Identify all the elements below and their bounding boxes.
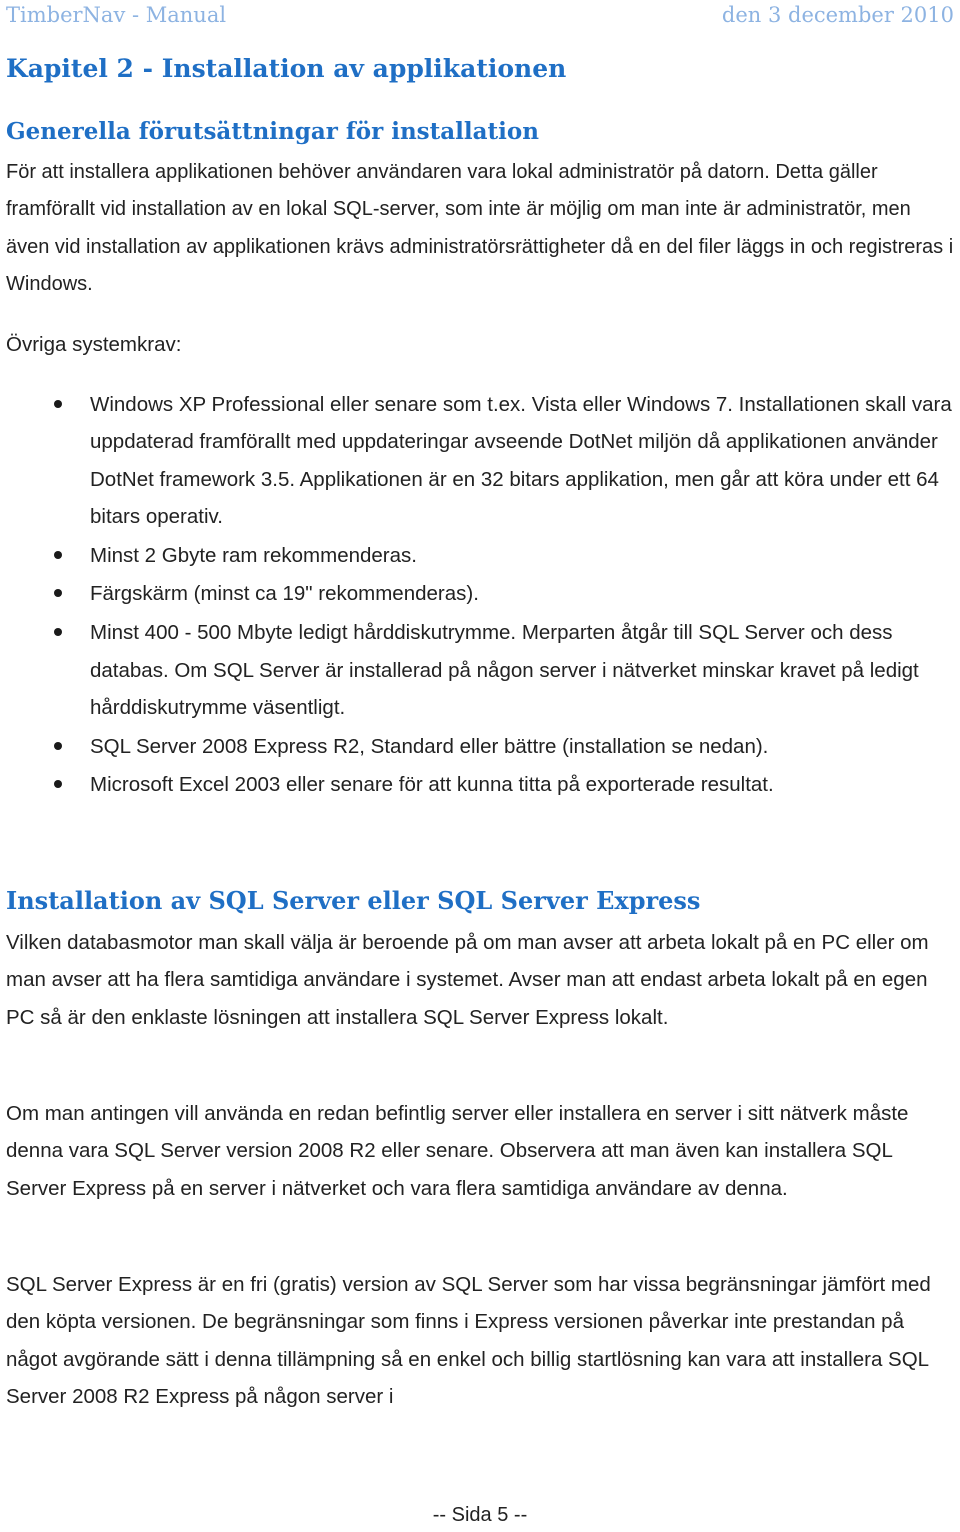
list-item-text: SQL Server 2008 Express R2, Standard eller bättre (installation se nedan). [90,734,769,758]
header-manual-title: TimberNav - Manual [6,3,227,27]
bullet-icon [54,780,62,788]
list-item-text: Färgskärm (minst ca 19" rekommenderas). [90,582,479,606]
list-item [0,386,956,535]
list-item [0,766,956,803]
prerequisites-intro: För att installera applikationen behöver användaren vara lokal administratör på datorn. Detta gäller framförallt vid installation av en lokal SQL-server, som inte är möjlig om man inte är administratör, men även vid installation av applikationen krävs administratörsrättigheter då en del filer läggs in och registreras i Windows. [6,161,954,295]
sql-section-heading: Installation av SQL Server eller SQL Server Express [6,886,701,915]
list-item [0,575,956,612]
other-requirements-label: Övriga systemkrav: [6,333,182,356]
list-item [0,537,956,574]
bullet-icon [54,551,62,559]
bullet-icon [54,628,62,636]
list-item-text: Minst 2 Gbyte ram rekommenderas. [90,543,417,567]
sql-paragraph-2: Om man antingen vill använda en redan befintlig server eller installera en server i sitt nätverk måste denna vara SQL Server version 2008 R2 eller senare. Observera att man även kan installera SQL Server Express på en server i nätverket och vara flera samtidiga användare av denna. [6,1102,909,1200]
list-item [0,614,956,726]
list-item-text: Windows XP Professional eller senare som t.ex. Vista eller Windows 7. Installationen skall vara uppdaterad framförallt med uppdateringar avseende DotNet miljön då applikationen använder DotNet framework 3.5. Applikationen är en 32 bitars applikation, men går att köra under ett 64 bitars operativ. [90,393,952,528]
list-item-text: Microsoft Excel 2003 eller senare för att kunna titta på exporterade resultat. [90,773,774,797]
list-item [0,728,956,765]
requirements-list [0,386,956,805]
page-header [6,0,954,30]
chapter-title: Kapitel 2 - Installation av applikationen [6,54,567,83]
prerequisites-heading: Generella förutsättningar för installation [6,118,539,145]
page-number: -- Sida 5 -- [432,1504,528,1526]
bullet-icon [54,400,62,408]
sql-paragraph-3: SQL Server Express är en fri (gratis) version av SQL Server som har vissa begränsningar jämfört med den köpta versionen. De begränsningar som finns i Express versionen påverkar inte prestandan på något avgörande sätt i denna tillämpning så en enkel och billig startlösning kan vara att installera SQL Server 2008 R2 Express på någon server i [6,1273,931,1408]
bullet-icon [54,589,62,597]
list-item-text: Minst 400 - 500 Mbyte ledigt hårddiskutrymme. Merparten åtgår till SQL Server och dess databas. Om SQL Server är installerad på någon server i nätverket minskar kravet på ledigt hårddiskutrymme väsentligt. [90,621,919,719]
sql-paragraph-1: Vilken databasmotor man skall välja är beroende på om man avser att arbeta lokalt på en PC eller om man avser att ha flera samtidiga användare i systemet. Avser man att endast arbeta lokalt på en egen PC så är den enklaste lösningen att installera SQL Server Express lokalt. [6,931,929,1029]
header-date: den 3 december 2010 [721,3,954,27]
bullet-icon [54,742,62,750]
